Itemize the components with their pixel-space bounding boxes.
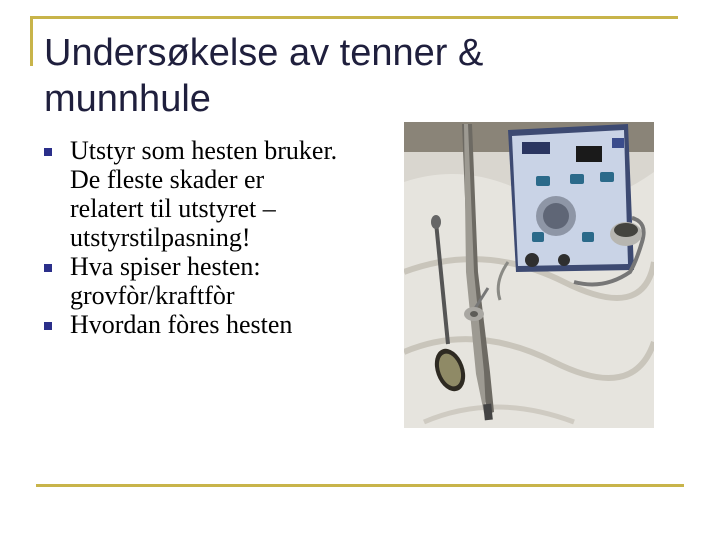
bullet-list (40, 136, 340, 339)
top-rule (30, 16, 678, 19)
bottom-rule (36, 484, 684, 487)
square-bullet-icon (44, 322, 52, 330)
bullet-item (40, 136, 340, 252)
dental-equipment-photo (404, 122, 654, 428)
left-rule (30, 16, 33, 66)
square-bullet-icon (44, 264, 52, 272)
bullet-text: Utstyr som hesten bruker. De fleste skader er relatert til utstyret – utstyrstilpasning! (70, 136, 338, 252)
bullet-text: Hva spiser hesten: grovfòr/kraftfòr (70, 252, 261, 310)
bullet-text: Hvordan fòres hesten (70, 310, 293, 339)
square-bullet-icon (44, 148, 52, 156)
bullet-item (40, 310, 340, 339)
slide-title: Undersøkelse av tenner & munnhule (44, 32, 484, 120)
bullet-item (40, 252, 340, 310)
